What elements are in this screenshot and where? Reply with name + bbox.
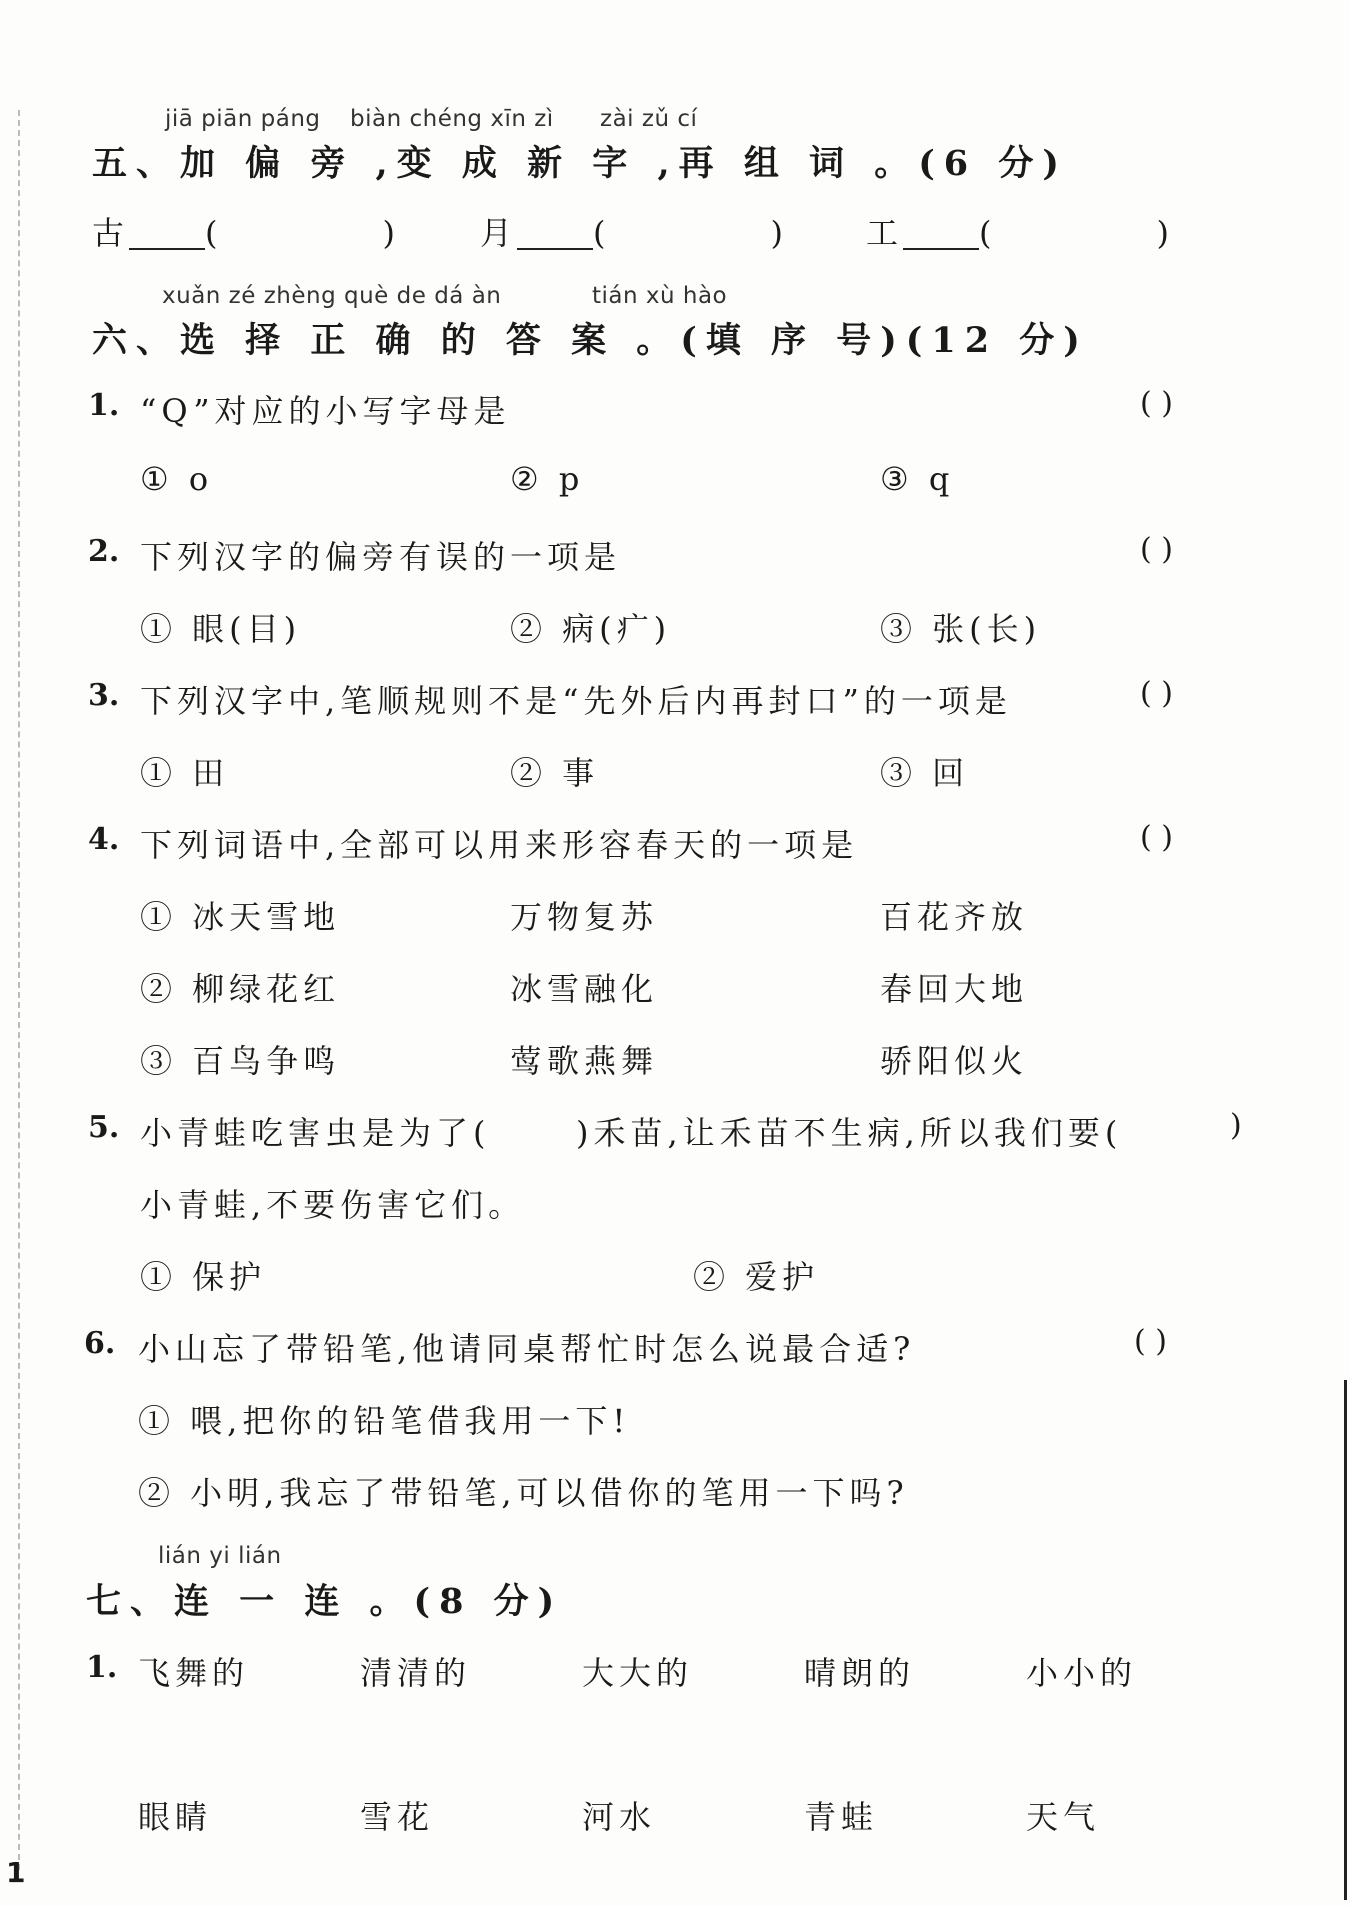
- q5-text-line2: 小青蛙,不要伤害它们。: [140, 1186, 526, 1224]
- q1-option-1[interactable]: ① o: [140, 460, 214, 498]
- q4-option-1-word-2: 万物复苏: [510, 898, 659, 936]
- match-bottom-3[interactable]: 河水: [582, 1798, 657, 1836]
- sec5-pinyin-1: jiā piān páng: [165, 106, 321, 132]
- q2-number: 2.: [88, 534, 120, 569]
- page-number: 1: [6, 1856, 26, 1889]
- sec5-pinyin-2: biàn chéng xīn zì: [350, 106, 554, 132]
- q3-option-2[interactable]: ② 事: [510, 754, 600, 792]
- sec6-title: 六、选 择 正 确 的 答 案 。(填 序 号)(12 分): [92, 320, 1089, 361]
- q4-option-3-word-3: 骄阳似火: [880, 1042, 1029, 1080]
- q2-answer-paren[interactable]: ( ): [1140, 532, 1173, 567]
- q4-option-1-word-1[interactable]: ① 冰天雪地: [140, 898, 341, 936]
- q4-option-2-word-2: 冰雪融化: [510, 970, 659, 1008]
- q1-text: “Q”对应的小写字母是: [140, 392, 511, 430]
- q6-text: 小山忘了带铅笔,他请同桌帮忙时怎么说最合适?: [138, 1330, 916, 1368]
- q4-option-1-word-3: 百花齐放: [880, 898, 1029, 936]
- q6-number: 6.: [84, 1326, 116, 1361]
- q4-text: 下列词语中,全部可以用来形容春天的一项是: [140, 826, 859, 864]
- q2-text: 下列汉字的偏旁有误的一项是: [140, 538, 622, 576]
- q2-option-3[interactable]: ③ 张(长): [880, 610, 1042, 648]
- sec5-item-char: 古: [92, 214, 130, 252]
- sec7-q1-number: 1.: [86, 1650, 118, 1685]
- sec6-pinyin-2: tián xù hào: [592, 283, 728, 309]
- q4-answer-paren[interactable]: ( ): [1140, 820, 1173, 855]
- q3-text: 下列汉字中,笔顺规则不是“先外后内再封口”的一项是: [140, 682, 1012, 720]
- q2-option-1[interactable]: ① 眼(目): [140, 610, 302, 648]
- q4-option-2-word-1[interactable]: ② 柳绿花红: [140, 970, 341, 1008]
- sec5-item-blank[interactable]: [129, 212, 205, 250]
- match-bottom-1[interactable]: 眼睛: [138, 1798, 213, 1836]
- q3-answer-paren[interactable]: ( ): [1140, 676, 1173, 711]
- binding-line: [18, 110, 20, 1870]
- q3-option-3[interactable]: ③ 回: [880, 754, 970, 792]
- q4-option-2-word-3: 春回大地: [880, 970, 1029, 1008]
- match-top-5[interactable]: 小小的: [1026, 1654, 1138, 1692]
- sec5-item-1: 古 ( ): [92, 214, 400, 252]
- q1-answer-paren[interactable]: ( ): [1140, 386, 1173, 421]
- match-top-2[interactable]: 清清的: [360, 1654, 472, 1692]
- sec5-title: 五、加 偏 旁 ,变 成 新 字 ,再 组 词 。(6 分): [92, 143, 1068, 184]
- page-edge-line: [1344, 1380, 1347, 1900]
- sec7-title: 七、连 一 连 。(8 分): [86, 1581, 564, 1622]
- q5-number: 5.: [88, 1110, 120, 1145]
- q3-number: 3.: [88, 678, 120, 713]
- sec5-item-char: 月: [480, 214, 518, 252]
- match-top-3[interactable]: 大大的: [582, 1654, 694, 1692]
- q5-text-a: 小青蛙吃害虫是为了(: [140, 1114, 491, 1152]
- match-top-1[interactable]: 飞舞的: [138, 1654, 250, 1692]
- q2-option-2[interactable]: ② 病(疒): [510, 610, 672, 648]
- q6-option-1[interactable]: ① 喂,把你的铅笔借我用一下!: [138, 1402, 631, 1440]
- match-bottom-4[interactable]: 青蛙: [804, 1798, 879, 1836]
- q6-answer-paren[interactable]: ( ): [1134, 1324, 1167, 1359]
- q5-option-1[interactable]: ① 保护: [140, 1258, 267, 1296]
- match-bottom-5[interactable]: 天气: [1026, 1798, 1101, 1836]
- match-bottom-2[interactable]: 雪花: [360, 1798, 435, 1836]
- q3-option-1[interactable]: ① 田: [140, 754, 230, 792]
- sec6-pinyin-1: xuǎn zé zhèng què de dá àn: [162, 283, 502, 309]
- q1-option-2[interactable]: ② p: [510, 460, 585, 498]
- q4-option-3-word-2: 莺歌燕舞: [510, 1042, 659, 1080]
- sec5-pinyin-3: zài zǔ cí: [600, 106, 698, 132]
- q4-number: 4.: [88, 822, 120, 857]
- sec5-item-2: 月 ( ): [480, 214, 788, 252]
- sec5-item-blank[interactable]: [517, 212, 593, 250]
- q5-close-paren: ): [1230, 1108, 1242, 1143]
- q6-option-2[interactable]: ② 小明,我忘了带铅笔,可以借你的笔用一下吗?: [138, 1474, 909, 1512]
- q1-option-3[interactable]: ③ q: [880, 460, 955, 498]
- q1-number: 1.: [88, 388, 120, 423]
- q5-text-b: )禾苗,让禾苗不生病,所以我们要(: [576, 1114, 1123, 1152]
- q5-option-2[interactable]: ② 爱护: [693, 1258, 820, 1296]
- sec5-item-3: 工 ( ): [866, 214, 1174, 252]
- sec5-item-blank[interactable]: [903, 212, 979, 250]
- sec5-item-char: 工: [866, 214, 904, 252]
- match-top-4[interactable]: 晴朗的: [804, 1654, 916, 1692]
- sec7-pinyin: lián yi lián: [158, 1543, 282, 1569]
- q4-option-3-word-1[interactable]: ③ 百鸟争鸣: [140, 1042, 341, 1080]
